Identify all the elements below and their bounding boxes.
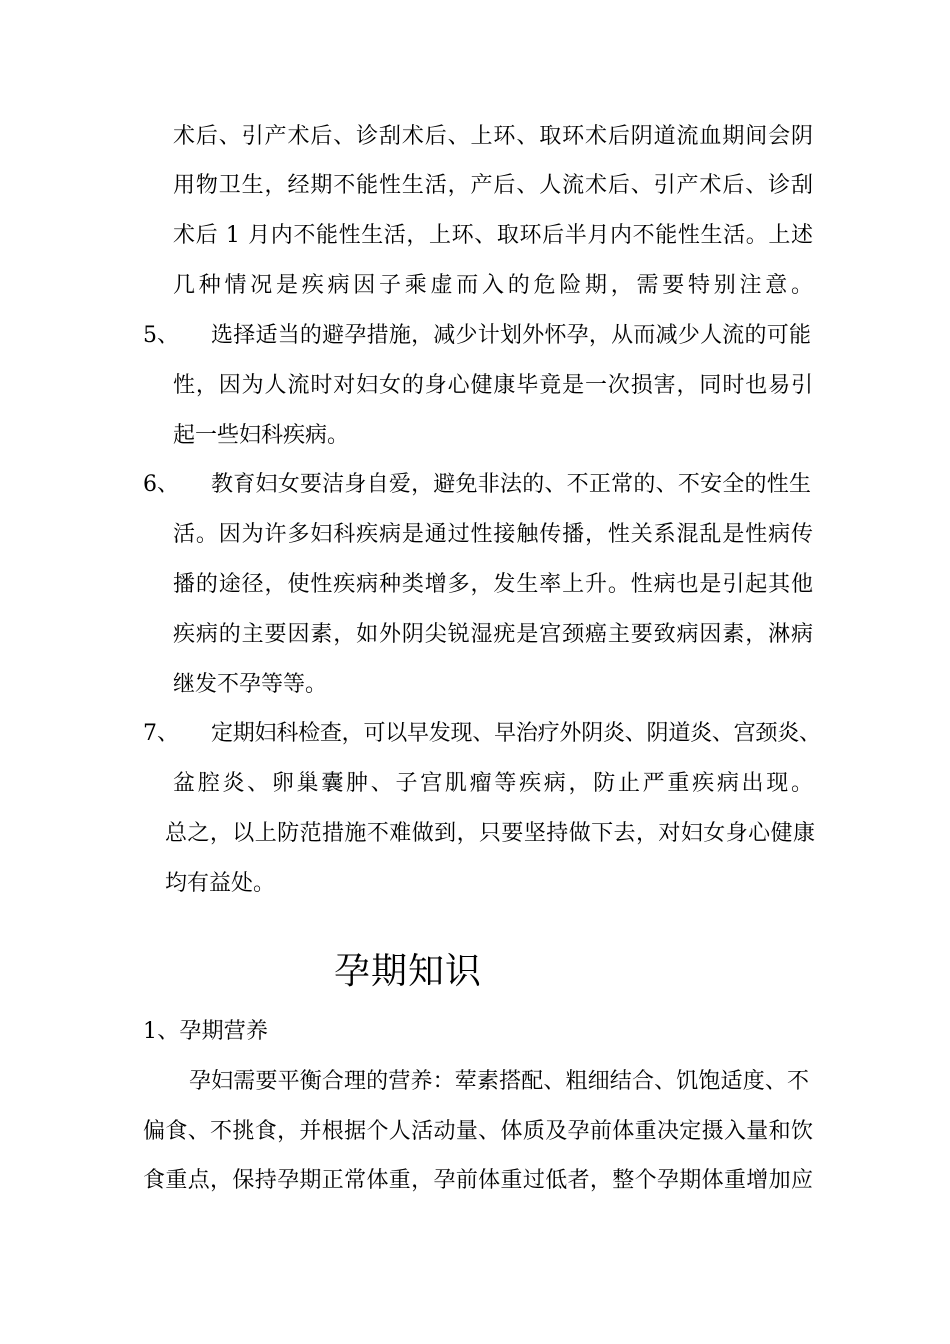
text-line: 性，因为人流时对妇女的身心健康毕竟是一次损害，同时也易引 [173, 373, 814, 398]
text-line: 孕妇需要平衡合理的营养：荤素搭配、粗细结合、饥饱适度、不 [189, 1069, 810, 1094]
text-line: 均有益处。 [165, 871, 276, 896]
item-number: 5、 [143, 323, 179, 348]
item-number: 6、 [143, 472, 179, 497]
section-title: 孕期知识 [334, 951, 483, 992]
text-line: 选择适当的避孕措施，减少计划外怀孕，从而减少人流的可能 [211, 323, 812, 348]
text-line: 用物卫生，经期不能性生活，产后、人流术后、引产术后、诊刮 [173, 173, 814, 198]
text-line: 继发不孕等等。 [173, 672, 328, 697]
text-line: 活。因为许多妇科疾病是通过性接触传播，性关系混乱是性病传 [173, 522, 814, 547]
text-line: 总之，以上防范措施不难做到，只要坚持做下去，对妇女身心健康 [165, 821, 816, 846]
text-line: 术后 1 月内不能性生活，上环、取环后半月内不能性生活。上述 [173, 223, 814, 248]
text-line: 播的途径，使性疾病种类增多，发生率上升。性病也是引起其他 [173, 572, 814, 597]
text-line: 起一些妇科疾病。 [173, 423, 350, 448]
text-line: 偏食、不挑食，并根据个人活动量、体质及孕前体重决定摄入量和饮 [143, 1119, 814, 1144]
subsection-title: 1、孕期营养 [143, 1019, 269, 1044]
text-line: 几种情况是疾病因子乘虚而入的危险期，需要特别注意。 [173, 273, 817, 298]
text-line: 教育妇女要洁身自爱，避免非法的、不正常的、不安全的性生 [211, 472, 812, 497]
text-line: 定期妇科检查，可以早发现、早治疗外阴炎、阴道炎、宫颈炎、 [211, 721, 821, 746]
text-line: 盆腔炎、卵巢囊肿、子宫肌瘤等疾病，防止严重疾病出现。 [173, 771, 816, 796]
text-line: 疾病的主要因素，如外阴尖锐湿疣是宫颈癌主要致病因素，淋病 [173, 622, 814, 647]
text-line: 食重点，保持孕期正常体重，孕前体重过低者，整个孕期体重增加应 [143, 1168, 814, 1193]
text-line: 术后、引产术后、诊刮术后、上环、取环术后阴道流血期间会阴 [173, 124, 814, 149]
item-number: 7、 [143, 721, 179, 746]
